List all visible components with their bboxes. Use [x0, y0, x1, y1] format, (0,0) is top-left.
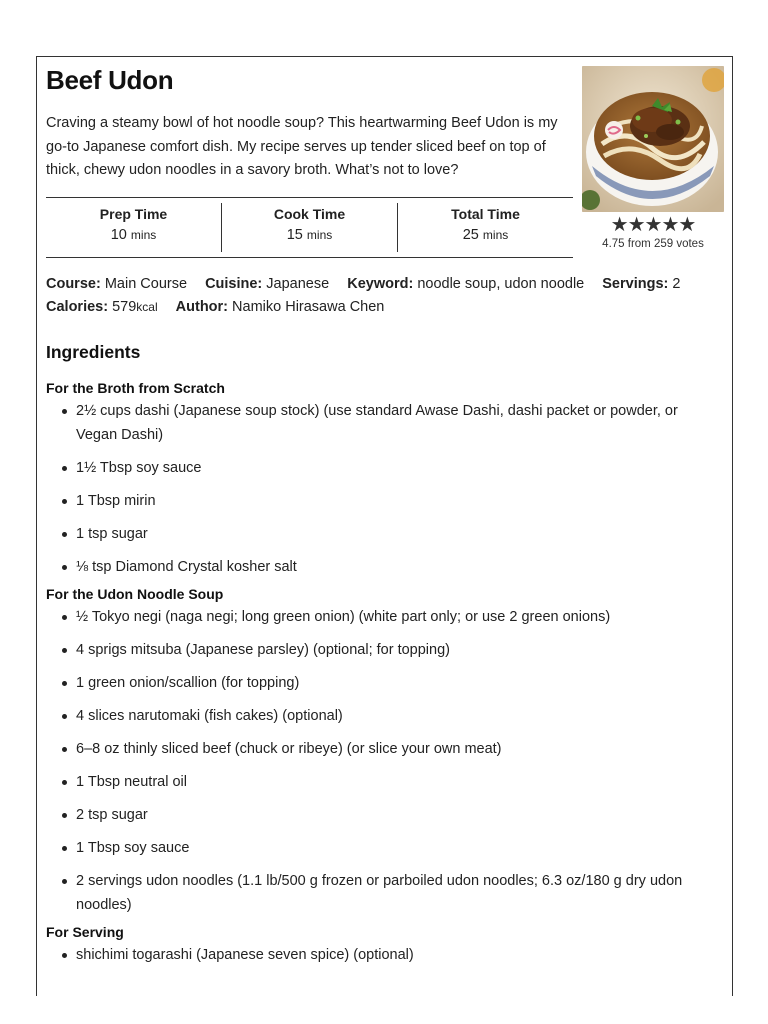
calories-meta: Calories: 579kcal — [46, 299, 158, 315]
keyword-meta: Keyword: noodle soup, udon noodle — [347, 276, 585, 292]
total-time-label: Total Time — [451, 206, 520, 222]
ingredient-item: 1 Tbsp soy sauce — [46, 836, 716, 860]
ingredient-list — [46, 943, 726, 967]
recipe-times — [46, 197, 573, 258]
ingredient-group-name: For the Broth from Scratch — [46, 380, 225, 396]
ingredient-groups — [46, 379, 726, 967]
ingredient-item: 1 green onion/scallion (for topping) — [46, 671, 716, 695]
ingredient-item: 2 tsp sugar — [46, 803, 716, 827]
ingredient-group-name: For the Udon Noodle Soup — [46, 586, 224, 602]
ingredient-group — [46, 923, 726, 967]
ingredient-item: ⅛ tsp Diamond Crystal kosher salt — [46, 555, 716, 579]
recipe-rating[interactable] — [582, 215, 724, 250]
cook-time — [221, 203, 397, 252]
ingredient-item: 4 slices narutomaki (fish cakes) (optional) — [46, 704, 716, 728]
star-rating-icon[interactable]: ★★★★★ — [610, 214, 696, 236]
ingredients-heading: Ingredients — [46, 342, 141, 362]
cook-time-label: Cook Time — [273, 206, 346, 222]
ingredient-item: 1½ Tbsp soy sauce — [46, 456, 716, 480]
recipe-photo[interactable] — [582, 66, 724, 212]
ingredient-item: 1 Tbsp neutral oil — [46, 770, 716, 794]
ingredient-list — [46, 605, 726, 917]
rating-votes: 4.75 from 259 votes — [602, 238, 704, 250]
total-time-value: 25 mins — [462, 227, 509, 243]
ingredient-item: 2½ cups dashi (Japanese soup stock) (use standard Awase Dashi, dashi packet or powder, or Vegan Dashi) — [46, 399, 716, 447]
recipe-summary: Craving a steamy bowl of hot noodle soup? This heartwarming Beef Udon is my go-to Japanese comfort dish. My recipe serves up tender sliced beef on top of thick, chewy udon noodles in a savory broth. What’s not to love? — [46, 115, 558, 178]
ingredient-item: shichimi togarashi (Japanese seven spice) (optional) — [46, 943, 716, 967]
ingredient-group-name: For Serving — [46, 924, 124, 940]
ingredient-item: 1 Tbsp mirin — [46, 489, 716, 513]
prep-time-label: Prep Time — [99, 206, 168, 222]
ingredient-item: ½ Tokyo negi (naga negi; long green onion) (white part only; or use 2 green onions) — [46, 605, 716, 629]
recipe-card — [36, 56, 733, 996]
ingredient-list — [46, 399, 726, 579]
beef-udon-bowl-image — [582, 66, 724, 212]
author-meta: Author: Namiko Hirasawa Chen — [175, 299, 385, 315]
ingredient-item: 6–8 oz thinly sliced beef (chuck or ribeye) (or slice your own meat) — [46, 737, 716, 761]
servings-meta[interactable]: Servings: 2 — [602, 276, 681, 292]
ingredient-item: 2 servings udon noodles (1.1 lb/500 g frozen or parboiled udon noodles; 6.3 oz/180 g dry udon noodles) — [46, 869, 716, 917]
recipe-meta — [46, 273, 726, 319]
ingredient-group — [46, 585, 726, 917]
total-time — [397, 203, 573, 252]
course-meta: Course: Main Course — [46, 276, 188, 292]
prep-time — [46, 198, 221, 257]
ingredient-item: 4 sprigs mitsuba (Japanese parsley) (optional; for topping) — [46, 638, 716, 662]
ingredient-group — [46, 379, 726, 579]
recipe-title: Beef Udon — [46, 65, 174, 95]
ingredient-item: 1 tsp sugar — [46, 522, 716, 546]
cuisine-meta: Cuisine: Japanese — [205, 276, 330, 292]
cook-time-value: 15 mins — [286, 227, 333, 243]
prep-time-value: 10 mins — [110, 227, 157, 243]
